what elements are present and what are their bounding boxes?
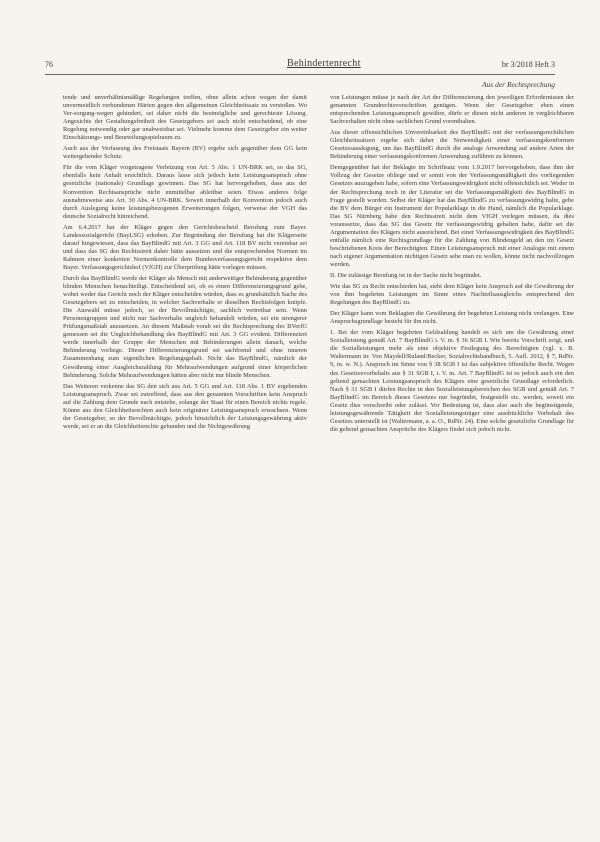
paragraph: Der Kläger kann vom Beklagten die Gewährung der begehrten Leistung nicht verlangen. Eine Anspruchsgrundlage besteht für ihn nicht. [330,310,574,326]
section-title: Aus der Rechtsprechung [481,80,555,89]
issue-label: br 3/2018 Heft 3 [501,60,555,69]
paragraph: Aus dieser offensichtlichen Unvereinbarkeit des BayBlindG mit der verfassungsrechtlichen Gleichheitssätzen ergebe sich daher die Notwendigkeit einer verfassungskonformen Gesetzesauslegung, um das BayBlindG durch die analoge Anwendung auf andere Arten der Behinderung einer verfassungskonformen Anwendung zuführen zu können. [330,129,574,161]
paragraph: Auch aus der Verfassung des Freistaats Bayern (BV) ergebe sich gegenüber dem GG kein weitergehender Schutz. [63,145,307,161]
paragraph: 1. Bei der vom Kläger begehrten Geldzahlung handelt es sich um die Gewährung einer Sozialleistung gemäß Art. 7 BayBlindG i. V. m. § 36 SGB I. Wie bereits Vorschrift zeigt, und die Sozialleistungen mehr als eine objektive Festlegung des Berechtigten (vgl. z. B. Waltermann in: Von Maydell/Ruland/Becker, Sozialrechtshandbuch, 5. Aufl. 2012, § 7, RdNr. 9, m. w. N.). Anspruch im Sinne von § 38 SGB I ist das subjektive öffentliche Recht. Wegen des Gesetzesvorbehalts aus § 31 SGB I, i. V. m. Art. 7 BayBlindG ist es jedoch auch ein den geltend gemachten Leistungsanspruch des Klägers eine gesetzliche Grundlage erforderlich. Nach § 31 SGB I dürfen Rechte in den Sozialleistungsbereichen des SGB und gemäß Art. 7 BayBlindG im Bereich dieses Gesetzes nur begründet, festgestellt etc. werden, soweit ein Gesetz dies vorschreibt oder zulässt. Vor Bedeutung ist, dass also auch die begünstigende, leistungsgewährende Tätigkeit der Sozialleistungsträger eine ausdrückliche Vorbehalt des Gesetzes unterstellt ist (Waltermann, a. a. O., RdNr. 24). Eine solche gesetzliche Grundlage für die geltend gemachten Ansprüche des Klägers findet sich jedoch nicht. [330,329,574,433]
paragraph: tende und unverhältnismäßige Regelungen treffen, ohne allein schon wegen der damit unvermeidlich verbundenen Härten gegen den allgemeinen Gleichheitssatz zu verstoßen. Wo Ver-sorgung-wegen gehindert, sei daher nicht die bestmögliche und gerechteste Lösung. Angesichts der Gestaltungsfreiheit des Gesetzgebers sei auch nicht entscheidend, ob eine Regelung notwendig oder gar unabweisbar sei. Vielmehr komme dem Gesetzgeber ein weiter Einschätzungs- und Beurteilungsspielraum zu. [63,94,307,142]
paragraph: Demgegenüber hat der Beklagte im Schriftsatz vom 1.9.2017 hervorgehoben, dass ihm der Vollzug der Gesetze obliege und er somit von der Verfassungsmäßigkeit des vorliegenden Gesetzes auszugehen habe, sofern eine Verfassungswidrigkeit nicht offensichtlich sei. Weder in der Rechtsprechung noch in der Literatur sei die Verfassungsmäßigkeit des BayBlindG in Frage gestellt worden. Selbst der Kläger hat das BayBlindG zu verfassungswidrig halte, gebe die BV dem Bürger ein Instrument der Popularklage in die Hand, nämlich die Popularklage. Das SG Nürnberg habe den Rechtsstreit nicht dem VfGH vorlegen müssen, da dies voraussetze, dass das SG das Gesetz für verfassungswidrig gehalten habe, dafür sei die Argumentation des Klägers nicht ausreichend. Bei einer Verfassungswidrigkeit des BayBlindG entfalle nämlich eine Rechtsgrundlage für die Zahlung von Blindengeld an den im Gesetz beschriebenen Kreis der Berechtigten. Einen Leistungsanspruch mit einer Analogie mit einem nach eigener Argumentation nichtigen Gesetz sehe man zu wollen, könne nicht nachvollzogen werden. [330,164,574,268]
paragraph: Am 6.4.2017 hat der Kläger gegen den Gerichtsbescheid Berufung zum Bayer. Landessozialgericht (BayLSG) erhoben. Zur Begründung der Berufung hat die Klägerseite darauf hingewiesen, dass das BayBlindG mit Art. 3 GG und Art. 118 BV nicht vereinbar sei und dass das SG den Rechtsstreit daher hätte aussetzen und die entsprechenden Normen im Rahmen einer konkreten Normenkontrolle dem Bundesverfassungsgericht respektive dem Bayer. Verfassungsgerichtshof (VfGH) zur Überprüfung hätte vorlegen müssen. [63,223,307,271]
left-column [63,94,307,434]
header-rule [45,74,555,75]
journal-title: Behindertenrecht [287,58,361,69]
paragraph: Das Weiteren verkenne das SG den sich aus Art. 5 GG und Art. 118 Abs. 1 BV ergebenden Leistungsanspruch. Zwar sei zutreffend, dass aus den genannten Vorschriften kein Anspruch auf die Zahlung dem Grunde nach entstehe, solange der Staat für einen Bereich nichts regele. Könne aus den Gleichheitsrechten auch kein originärer Leistungsanspruch erwachsen. Wenn der Gesetzgeber, so der Bevollmächtigte, jedoch hinsichtlich der Leistungsgewährung aktiv werde, sei er an die Gleichheitsrechte gebunden und die Nichtgewährung [63,382,307,430]
running-header [45,58,555,72]
paragraph: II. Die zulässige Berufung ist in der Sache nicht begründet. [330,271,482,279]
paragraph: Durch das BayBlindG werde der Kläger als Mensch mit anderweitiger Behinderung gegenüber blinden Menschen benachteiligt. Entscheidend sei, ob es einen Differenzierungsgrund gebe, wobei weder das Gericht noch der Kläger entscheiden würden, dass es grundsätzlich Sache des Gesetzgebers sei zu entscheiden, in welcher Sachverhalte er dieselben Rechtsfolgen knüpfe. Die Auswahl müsse jedoch, so der Bevollmächtigte, sachlich vertretbar sein. Wenn Personengruppen und nicht nur Sachverhalte ungleich behandelt würden, sei ein strengerer Prüfungsmaßstab anzusetzen. An diesem Maßstab vorab sei die Rechtsprechung des BVerfG gemessen sei die Ungleichbehandlung des BayBlindG mit Art. 3 GG evident. Differenziert werde innerhalb der Gruppe der Menschen mit Behinderungen allein danach, welche Behinderung vorliege. Dieser Differenzierungsgrund sei sachfremd und ohne inneren Zusammenhang zum eigentlichen Regelungsgehalt. Nicht das BayBlindG, nämlich der Gewährung einer Ausgleichszahlung für Mehraufwendungen aufgrund einer körperlichen Behinderung. Solche Mehraufwendungen hätten aber nicht nur blinde Menschen. [63,274,307,379]
paragraph: Wie das SG zu Recht entschieden hat, steht dem Kläger kein Anspruch auf die Gewährung der von ihm begehrten Leistungen im Sinne eines Nachteilsausgleichs entsprechend den Regelungen des BayBlindG zu. [330,283,574,307]
paragraph: Für die vom Kläger vorgetragene Verletzung von Art. 5 Abs. 1 UN-BRK sei, so das SG, ebenfalls kein Anhalt ersichtlich. Daraus lasse sich jedoch kein Leistungsanspruch ohne gesetzliche (nationale) Grundlage gewinnen. Das SG hat hervorgehoben, dass aus der Konvention Rechtsansprüche nicht unmittelbar ableitbar seien. Etwas anderes folge ausnahmsweise aus Art. 30 Abs. 4 UN-BRK. Soweit innerhalb der Konvention jedoch auch durch Auslegung keine leistungsbezogenen Erweiterungen folgen, verweise der VGH das deutsche Sozialrecht hinreichend. [63,164,307,220]
paragraph: von Leistungen müsse je nach der Art der Differenzierung den jeweiligen Erfordernissen der genannten Grundrechtsvorschriften genügen. Wenn der Gesetzgeber eben einen entsprechenden Leistungsanspruch gewähre, dürfe er diesen nicht anderen in vergleichbaren Sachverhalten nicht ohne sachlichen Grund vorenthalten. [330,94,574,126]
page-number: 76 [45,60,53,69]
right-column [330,94,574,437]
